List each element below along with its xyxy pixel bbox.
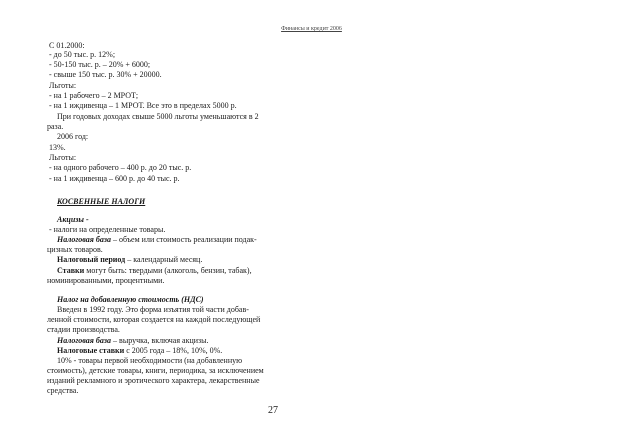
running-header: Финансы и кредит 2006 bbox=[281, 26, 342, 32]
text-line: 13%. bbox=[49, 143, 66, 152]
excise-rates-line: Ставки могут быть: твердыми (алкоголь, бензин, табак), bbox=[57, 266, 252, 275]
vat-intro-line: стадии производства. bbox=[47, 325, 120, 334]
text-line: 2006 год: bbox=[57, 132, 89, 141]
excise-base-cont: цизных товаров. bbox=[47, 245, 103, 254]
text-line: - на 1 иждивенца – 1 МРОТ. Все это в пределах 5000 р. bbox=[49, 101, 237, 110]
excise-definition: - налоги на определенные товары. bbox=[49, 225, 166, 234]
excise-period-line: Налоговый период – календарный месяц. bbox=[57, 255, 203, 264]
vat-intro-line: ленной стоимости, которая создается на каждой последующей bbox=[47, 315, 261, 324]
text-line: Льготы: bbox=[49, 153, 77, 162]
text-line: - на 1 иждивенца – 600 р. до 40 тыс. р. bbox=[49, 174, 180, 183]
vat-10pct-line: стоимость), детские товары, книги, периодика, за исключением bbox=[47, 366, 264, 375]
vat-heading: Налог на добавленную стоимость (НДС) bbox=[57, 295, 204, 304]
vat-rates-line: Налоговые ставки с 2005 года – 18%, 10%, 0%. bbox=[57, 346, 223, 355]
vat-10pct-line: изданий рекламного и эротического характера, лекарственные bbox=[47, 376, 260, 385]
excise-base-line: Налоговая база – объем или стоимость реализации подак- bbox=[57, 235, 257, 244]
text-line: - 50-150 тыс. р. – 20% + 6000; bbox=[49, 60, 151, 69]
vat-10pct-line: средства. bbox=[47, 386, 79, 395]
section-title: КОСВЕННЫЕ НАЛОГИ bbox=[57, 197, 146, 206]
text-line: - на 1 рабочего – 2 МРОТ; bbox=[49, 91, 139, 100]
text-line: раза. bbox=[47, 122, 64, 131]
text-line: Льготы: bbox=[49, 81, 77, 90]
text-line: - до 50 тыс. р. 12%; bbox=[49, 50, 116, 59]
vat-10pct-line: 10% - товары первой необходимости (на добавленную bbox=[57, 356, 243, 365]
page-number: 27 bbox=[268, 405, 278, 416]
vat-base-line: Налоговая база – выручка, включая акцизы. bbox=[57, 336, 209, 345]
text-line: - свыше 150 тыс. р. 30% + 20000. bbox=[49, 70, 162, 79]
text-line: С 01.2000: bbox=[49, 41, 85, 50]
vat-intro-line: Введен в 1992 году. Это форма изъятия той части добав- bbox=[57, 305, 249, 314]
text-line: - на одного рабочего – 400 р. до 20 тыс. р. bbox=[49, 163, 192, 172]
excise-heading: Акцизы - bbox=[57, 215, 89, 224]
excise-rates-cont: номинированными, процентными. bbox=[47, 276, 165, 285]
text-line: При годовых доходах свыше 5000 льготы уменьшаются в 2 bbox=[57, 112, 259, 121]
